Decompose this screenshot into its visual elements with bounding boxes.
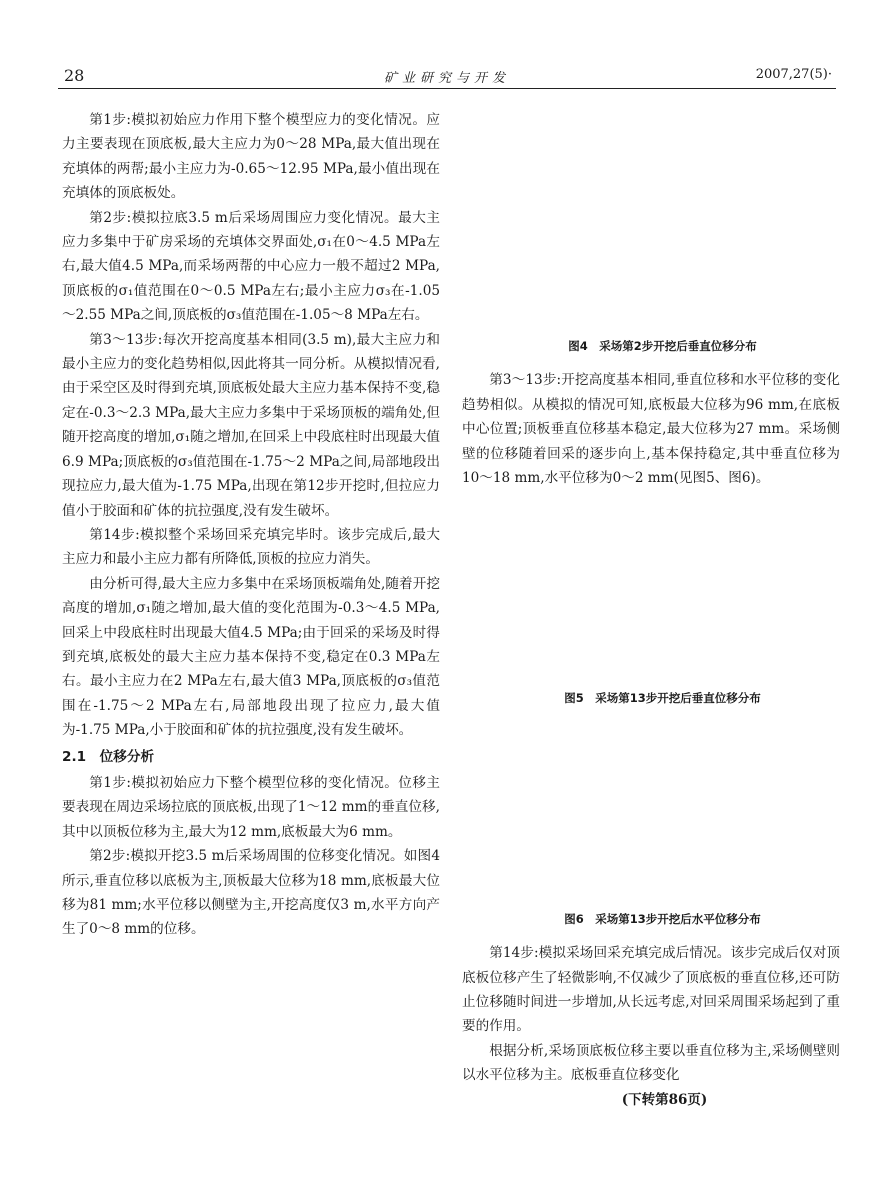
figure-5-area bbox=[462, 490, 840, 686]
continued-note: (下转第86页) bbox=[621, 1091, 708, 1108]
figure-6-caption: 图6 采场第13步开挖后水平位移分布 bbox=[564, 911, 761, 926]
paragraph: 第1步:模拟初始应力下整个模型位移的变化情况。位移主要表现在周边采场拉底的顶底板,出现了1～12 mm的垂直位移,其中以顶板位移为主,最大为12 mm,底板最大为6 mm。 bbox=[62, 774, 440, 840]
paragraph: 第3～13步:开挖高度基本相同,垂直位移和水平位移的变化趋势相似。从模拟的情况可知,底板最大位移为96 mm,在底板中心位置;顶板垂直位移基本稳定,最大位移为27 mm。采场侧壁的位移随着回采的逐步向上,基本保持稳定,其中垂直位移为10～18 mm,水平位移为0～2 mm(见图5、图6)。 bbox=[462, 372, 840, 487]
paragraph: 根据分析,采场顶底板位移主要以垂直位移为主,采场侧壁则以水平位移为主。底板垂直位移变化 bbox=[462, 1042, 840, 1084]
paragraph: 第1步:模拟初始应力作用下整个模型应力的变化情况。应力主要表现在顶底板,最大主应力为0～28 MPa,最大值出现在充填体的两帮;最小主应力为-0.65～12.95 MPa,最小值出现在充填体的顶底板处。 bbox=[62, 112, 440, 202]
paragraph: 第14步:模拟整个采场回采充填完毕时。该步完成后,最大主应力和最小主应力都有所降低,顶板的拉应力消失。 bbox=[62, 526, 440, 568]
page-header bbox=[58, 62, 836, 89]
section-heading: 2.1 位移分析 bbox=[62, 748, 155, 765]
left-column bbox=[62, 108, 440, 942]
paragraph: 第2步:模拟开挖3.5 m后采场周围的位移变化情况。如图4所示,垂直位移以底板为主,顶板最大位移为18 mm,底板最大位移为81 mm;水平位移以侧壁为主,开挖高度仅3 m,水平方向产生了0～8 mm的位移。 bbox=[62, 848, 440, 938]
figure-4-area bbox=[462, 108, 840, 334]
page-number: 28 bbox=[64, 66, 85, 85]
paragraph: 第14步:模拟采场回采充填完成后情况。该步完成后仅对顶底板位移产生了轻微影响,不仅减少了顶底板的垂直位移,还可防止位移随时间进一步增加,从长远考虑,对回采周围采场起到了重要的作用。 bbox=[462, 945, 840, 1035]
journal-name: 矿业研究与开发 bbox=[383, 71, 510, 86]
figure-4-caption: 图4 采场第2步开挖后垂直位移分布 bbox=[568, 339, 757, 353]
right-column bbox=[462, 108, 840, 1112]
paragraph: 第3～13步:每次开挖高度基本相同(3.5 m),最大主应力和最小主应力的变化趋势相似,因此将其一同分析。从模拟情况看,由于采空区及时得到充填,顶底板处最大主应力基本保持不变,稳定在-0.3～2.3 MPa,最大主应力多集中于采场顶板的端角处,但随开挖高度的增加,σ₁随之增加,在回采上中段底柱时出现最大值6.9 MPa;顶底板的σ₃值范围在-1.75～2 MPa之间,局部地段出现拉应力,最大值为-1.75 MPa,出现在第12步开挖时,但拉应力值小于胶面和矿体的抗拉强度,没有发生破坏。 bbox=[62, 331, 440, 519]
paragraph: 第2步:模拟拉底3.5 m后采场周围应力变化情况。最大主应力多集中于矿房采场的充填体交界面处,σ₁在0～4.5 MPa左右,最大值4.5 MPa,而采场两帮的中心应力一般不超过2 MPa,顶底板的σ₁值范围在0～0.5 MPa左右;最小主应力σ₃在-1.05～2.55 MPa之间,顶底板的σ₃值范围在-1.05～8 MPa左右。 bbox=[62, 209, 440, 324]
paragraph: 由分析可得,最大主应力多集中在采场顶板端角处,随着开挖高度的增加,σ₁随之增加,最大值的变化范围为-0.3～4.5 MPa,回采上中段底柱时出现最大值4.5 MPa;由于回采的采场及时得到充填,底板处的最大主应力基本保持不变,稳定在0.3 MPa左右。最小主应力在2 MPa左右,最大值3 MPa,顶底板的σ₃值范围在-1.75～2 MPa左右,局部地段出现了拉应力,最大值为-1.75 MPa,小于胶面和矿体的抗拉强度,没有发生破坏。 bbox=[62, 575, 440, 739]
figure-6-area bbox=[462, 711, 840, 907]
figure-5-caption: 图5 采场第13步开挖后垂直位移分布 bbox=[564, 691, 761, 706]
issue-info: 2007,27(5)· bbox=[755, 67, 832, 82]
